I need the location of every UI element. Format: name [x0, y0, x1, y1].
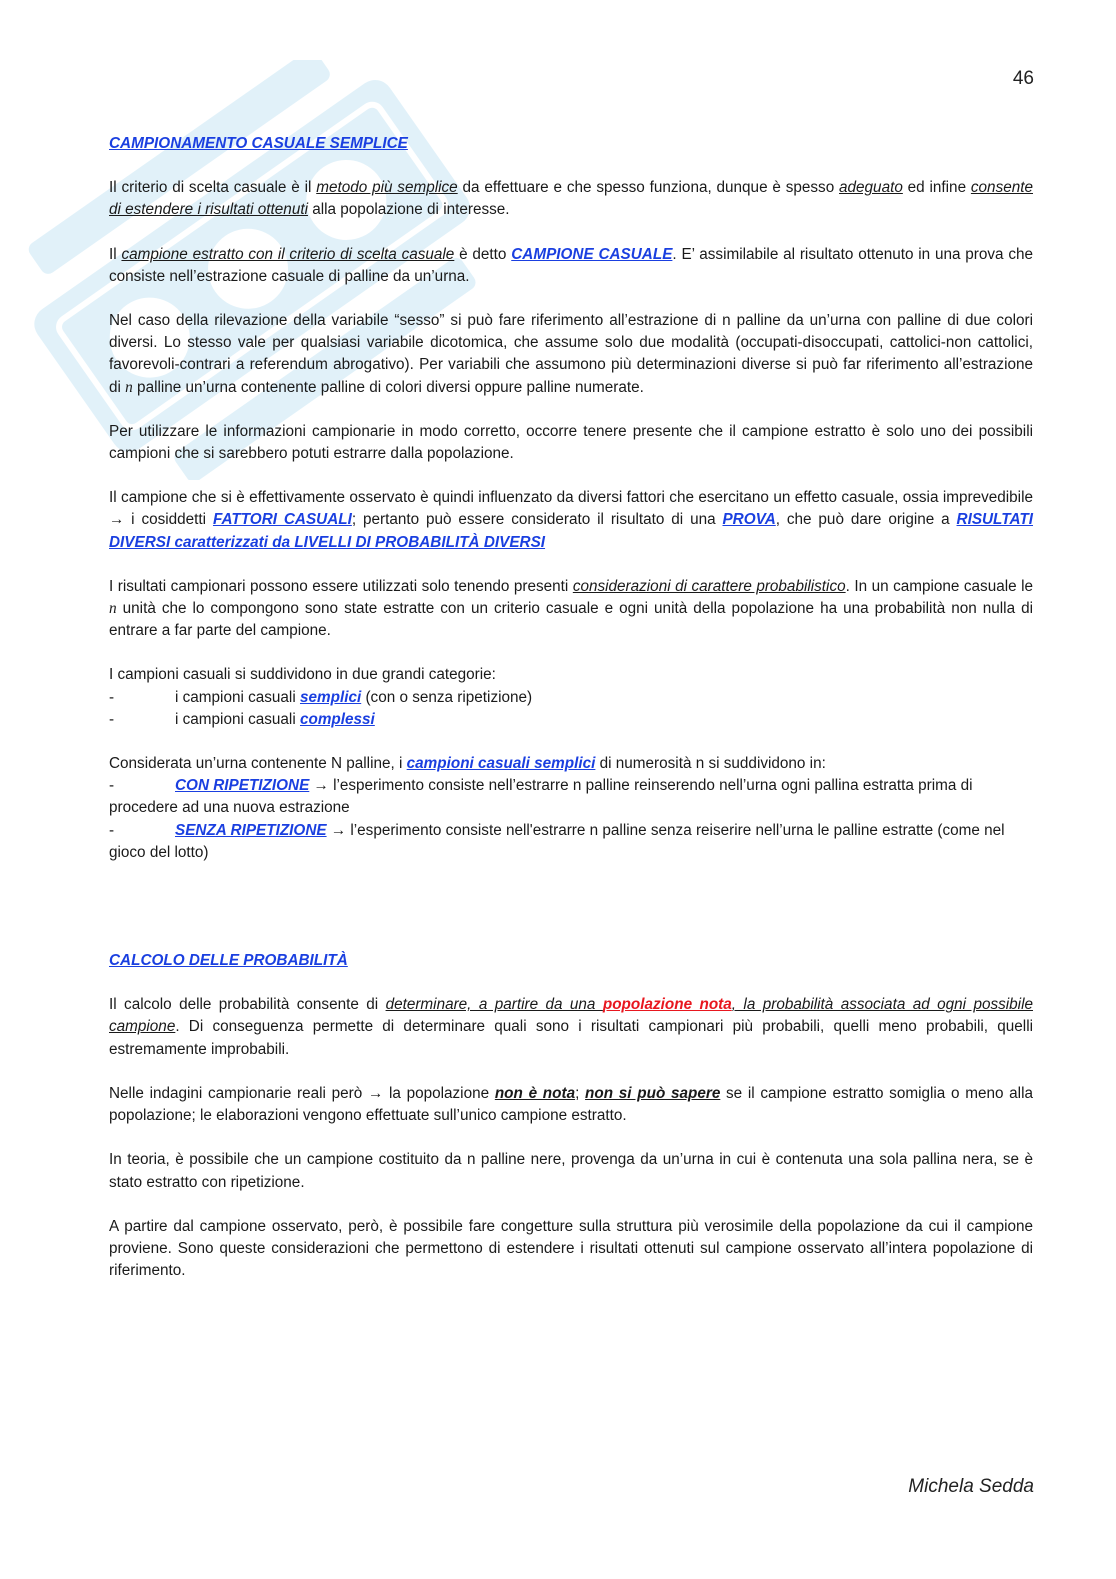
keyword: PROVA: [722, 511, 776, 529]
bullet-dash: -: [109, 710, 115, 728]
text: , che può dare origine a: [775, 511, 957, 529]
section-heading-campionamento: CAMPIONAMENTO CASUALE SEMPLICE: [109, 135, 408, 152]
paragraph: [109, 487, 1033, 554]
document-body: [109, 133, 1033, 1304]
paragraph: [109, 177, 1033, 221]
keyword: CAMPIONE CASUALE: [511, 245, 673, 263]
text: . Di conseguenza permette di determinare quali sono i risultati campionari più probabili, quelli meno probabili, quelli estremamente improbabili.: [109, 1018, 1033, 1058]
text: Nelle indagini campionarie reali però → la popolazione: [109, 1084, 495, 1102]
list-item: [109, 775, 1033, 819]
text: (con o senza ripetizione): [361, 688, 533, 706]
keyword: semplici: [299, 688, 362, 706]
paragraph: [109, 576, 1033, 643]
text: se il campione estratto somiglia o meno alla popolazione; le elaborazioni vengono effettuate sull’unico campione estratto.: [109, 1084, 1033, 1125]
math-variable: n: [125, 378, 133, 396]
text: i campioni casuali: [175, 710, 300, 728]
emphasis: consente di estendere i risultati ottenuti: [109, 179, 1033, 219]
text: . E’ assimilabile al risultato ottenuto in una prova che consiste nell’estrazione casuale di palline da un’urna.: [109, 245, 1034, 285]
keyword: SENZA RIPETIZIONE: [175, 821, 327, 839]
text: palline un’urna contenente palline di colori diversi oppure palline numerate.: [132, 378, 644, 396]
page-number: 46: [1012, 68, 1034, 89]
text: → l’esperimento consiste nell’estrarre n palline reinserendo nell’urna ogni pallina estratta prima di procedere ad una nuova estrazione: [109, 777, 973, 817]
emphasis: campione estratto con il criterio di scelta casuale: [121, 245, 455, 263]
text: → l’esperimento consiste nell'estrarre n palline senza reiserire nell’urna le palline estratte (come nel gioco del lotto): [109, 821, 1005, 861]
bullet-dash: -: [109, 777, 115, 795]
list-intro: [109, 753, 1033, 775]
keyword: CON RIPETIZIONE: [175, 777, 310, 795]
paragraph: Per utilizzare le informazioni campionarie in modo corretto, occorre tenere presente che il campione estratto è solo uno dei possibili campioni che si sarebbero potuti estrarre dalla popolazione.: [109, 422, 1033, 463]
text: I risultati campionari possono essere utilizzati solo tenendo presenti: [109, 577, 573, 595]
emphasis-bold: non si può sapere: [585, 1084, 721, 1102]
text: di numerosità n si suddividono in:: [595, 755, 826, 773]
list-categories: [109, 664, 1033, 731]
bullet-dash: -: [109, 821, 115, 839]
text: Il campione che si è effettivamente osservato è quindi influenzato da diversi fattori che esercitano un effetto casuale, ossia imprevedibile → i cosiddetti: [109, 489, 1033, 529]
list-semplici: [109, 753, 1033, 864]
text: alla popolazione di interesse.: [307, 201, 510, 219]
text: . In un campione casuale le: [845, 577, 1034, 595]
paragraph: [109, 244, 1033, 288]
text: da effettuare e che spesso funziona, dunque è spesso: [457, 179, 840, 197]
text: Nel caso della rilevazione della variabile “sesso” si può fare riferimento all’estrazione di n palline da un’urna con palline di due colori diversi. Lo stesso vale per qualsiasi variabile dicotomica, che assume solo due modalità (occupati-disoccupati, cattolici-non cattolici, favorevoli-contrari a referendum abrogativo). Per variabili che assumono più determinazioni diverse si può far riferimento all’estrazione di: [109, 312, 1033, 396]
text: i campioni casuali: [175, 688, 300, 706]
keyword: campioni casuali semplici: [406, 755, 596, 773]
paragraph: [109, 1083, 1033, 1127]
section-heading-probabilita: CALCOLO DELLE PROBABILITÀ: [109, 952, 348, 970]
math-variable: n: [109, 600, 117, 618]
emphasis: determinare, a partire da una: [385, 996, 603, 1014]
emphasis: adeguato: [839, 179, 903, 197]
emphasis: , la probabilità associata ad ogni possibile campione: [109, 996, 1033, 1036]
list-item: [109, 687, 1033, 709]
list-item: [109, 709, 1033, 731]
keyword: FATTORI CASUALI: [212, 511, 352, 529]
spacer: [109, 886, 1033, 950]
author-footer: Michela Sedda: [908, 1476, 1034, 1497]
text: ;: [575, 1084, 586, 1102]
list-intro: I campioni casuali si suddividono in due grandi categorie:: [109, 666, 496, 684]
paragraph: [109, 310, 1033, 399]
emphasis: considerazioni di carattere probabilistico: [572, 577, 846, 595]
text: Il criterio di scelta casuale è il: [109, 179, 317, 197]
text: Il calcolo delle probabilità consente di: [109, 996, 386, 1014]
paragraph: A partire dal campione osservato, però, è possibile fare congetture sulla struttura più verosimile della popolazione da cui il campione proviene. Sono queste considerazioni che permettono di estendere i risultati ottenuti sul campione osservato all’intera popolazione di riferimento.: [109, 1217, 1033, 1280]
text: ed infine: [902, 179, 971, 197]
bullet-dash: -: [109, 688, 115, 706]
list-item: [109, 820, 1033, 864]
keyword: complessi: [299, 710, 375, 728]
paragraph: [109, 994, 1033, 1061]
text: Considerata un’urna contenente N palline, i: [109, 755, 407, 773]
text: Il: [109, 245, 122, 263]
text: è detto: [454, 245, 512, 263]
emphasis-bold: non è nota: [494, 1084, 576, 1102]
keyword-red: popolazione nota: [602, 996, 732, 1014]
keyword: RISULTATI DIVERSI caratterizzati da LIVELLI DI PROBABILITÀ DIVERSI: [109, 511, 1033, 551]
text: unità che lo compongono sono state estratte con un criterio casuale e ogni unità della popolazione ha una probabilità non nulla di entrare a far parte del campione.: [109, 600, 1033, 640]
emphasis: metodo più semplice: [316, 179, 458, 197]
paragraph: In teoria, è possibile che un campione costituito da n palline nere, provenga da un’urna in cui è contenuta una sola pallina nera, se è stato estratto con ripetizione.: [109, 1151, 1033, 1191]
text: ; pertanto può essere considerato il risultato di una: [351, 511, 723, 529]
